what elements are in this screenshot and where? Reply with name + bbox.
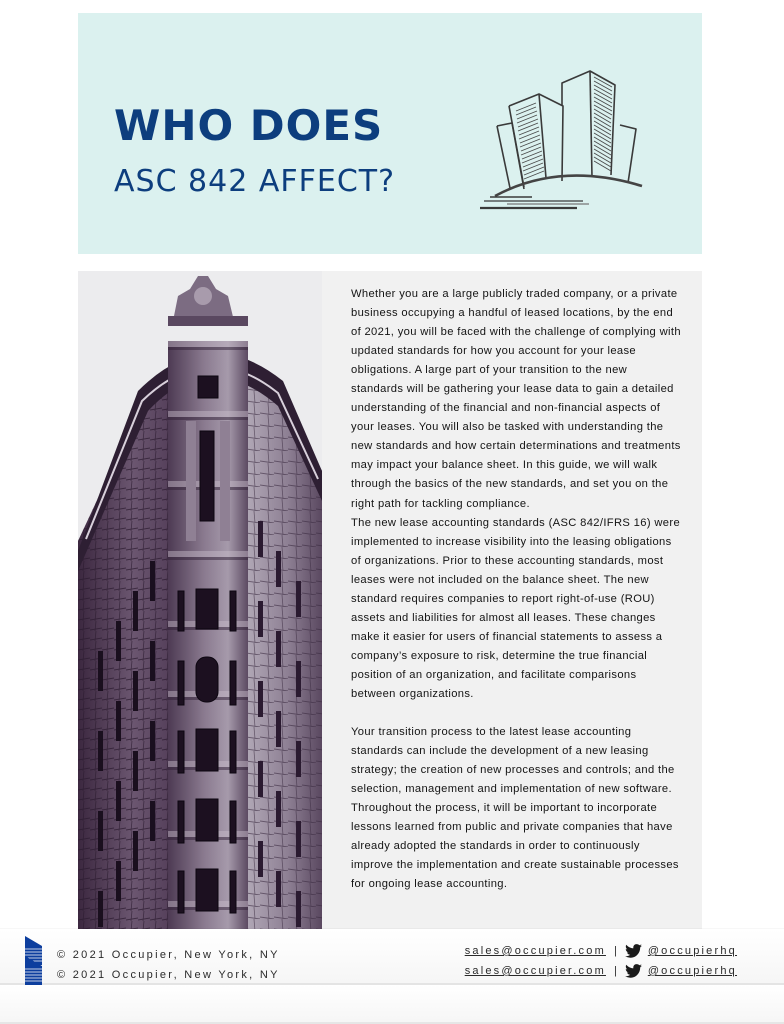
copyright-text: © 2021 Occupier, New York, NY — [57, 949, 280, 961]
body-text — [351, 285, 681, 894]
content-panel — [78, 271, 702, 929]
paragraph-intro: Whether you are a large publicly traded company, or a private business occupying a handful of leased locations, by the end of 2021, you will be faced with the challenge of complying with updated standards for how you account for your lease obligations. A large part of your transition to the new standards will be gathering your lease data to gain a detailed understanding of the financial and non-financial aspects of your leases. You will also be tasked with understanding the new standards and how certain determinations and treatments may impact your balance sheet. In this guide, we will walk through the basics of the new standards, and set you on the right path for tackling compliance. — [351, 288, 681, 510]
flatiron-building-photo — [78, 271, 322, 929]
building-image-icon — [78, 271, 322, 929]
page-footer-duplicate — [0, 965, 784, 1024]
email-link[interactable]: sales@occupier.com — [464, 945, 606, 957]
copyright-text: © 2021 Occupier, New York, NY — [57, 969, 280, 981]
hero-title-secondary: ASC 842 AFFECT? — [114, 164, 396, 199]
city-buildings-icon — [480, 61, 646, 209]
twitter-bird-icon[interactable] — [625, 964, 642, 978]
twitter-handle-link[interactable]: @occupierhq — [647, 945, 737, 957]
twitter-handle-link[interactable]: @occupierhq — [647, 965, 737, 977]
paragraph-standards: The new lease accounting standards (ASC 842/IFRS 16) were implemented to increase visibility into the leasing obligations of organizations. Prior to these accounting standards, most leases were not included on the balance sheet. The new standard requires companies to report right-of-use (ROU) assets and liabilities for almost all leases. These changes make it easier for users of financial statements to assess a company’s exposure to risk, determine the true financial position of an organization, and facilitate comparisons between organizations. — [351, 516, 681, 700]
contact-links — [465, 964, 737, 978]
hero-banner — [78, 13, 702, 254]
paragraph-transition: Your transition process to the latest lease accounting standards can include the development of a new leasing strategy; the creation of new processes and controls; and the selection, management and implementation of new software. Throughout the process, it will be important to incorporate lessons learned from public and private companies that have already adopted the standards in order to continuously improve the implementation and create sustainable processes for ongoing lease accounting. — [351, 726, 679, 891]
separator: | — [613, 965, 617, 977]
occupier-logo-icon — [25, 956, 42, 985]
hero-title-primary: WHO DOES — [114, 101, 384, 150]
separator: | — [613, 945, 617, 957]
email-link[interactable]: sales@occupier.com — [464, 965, 606, 977]
